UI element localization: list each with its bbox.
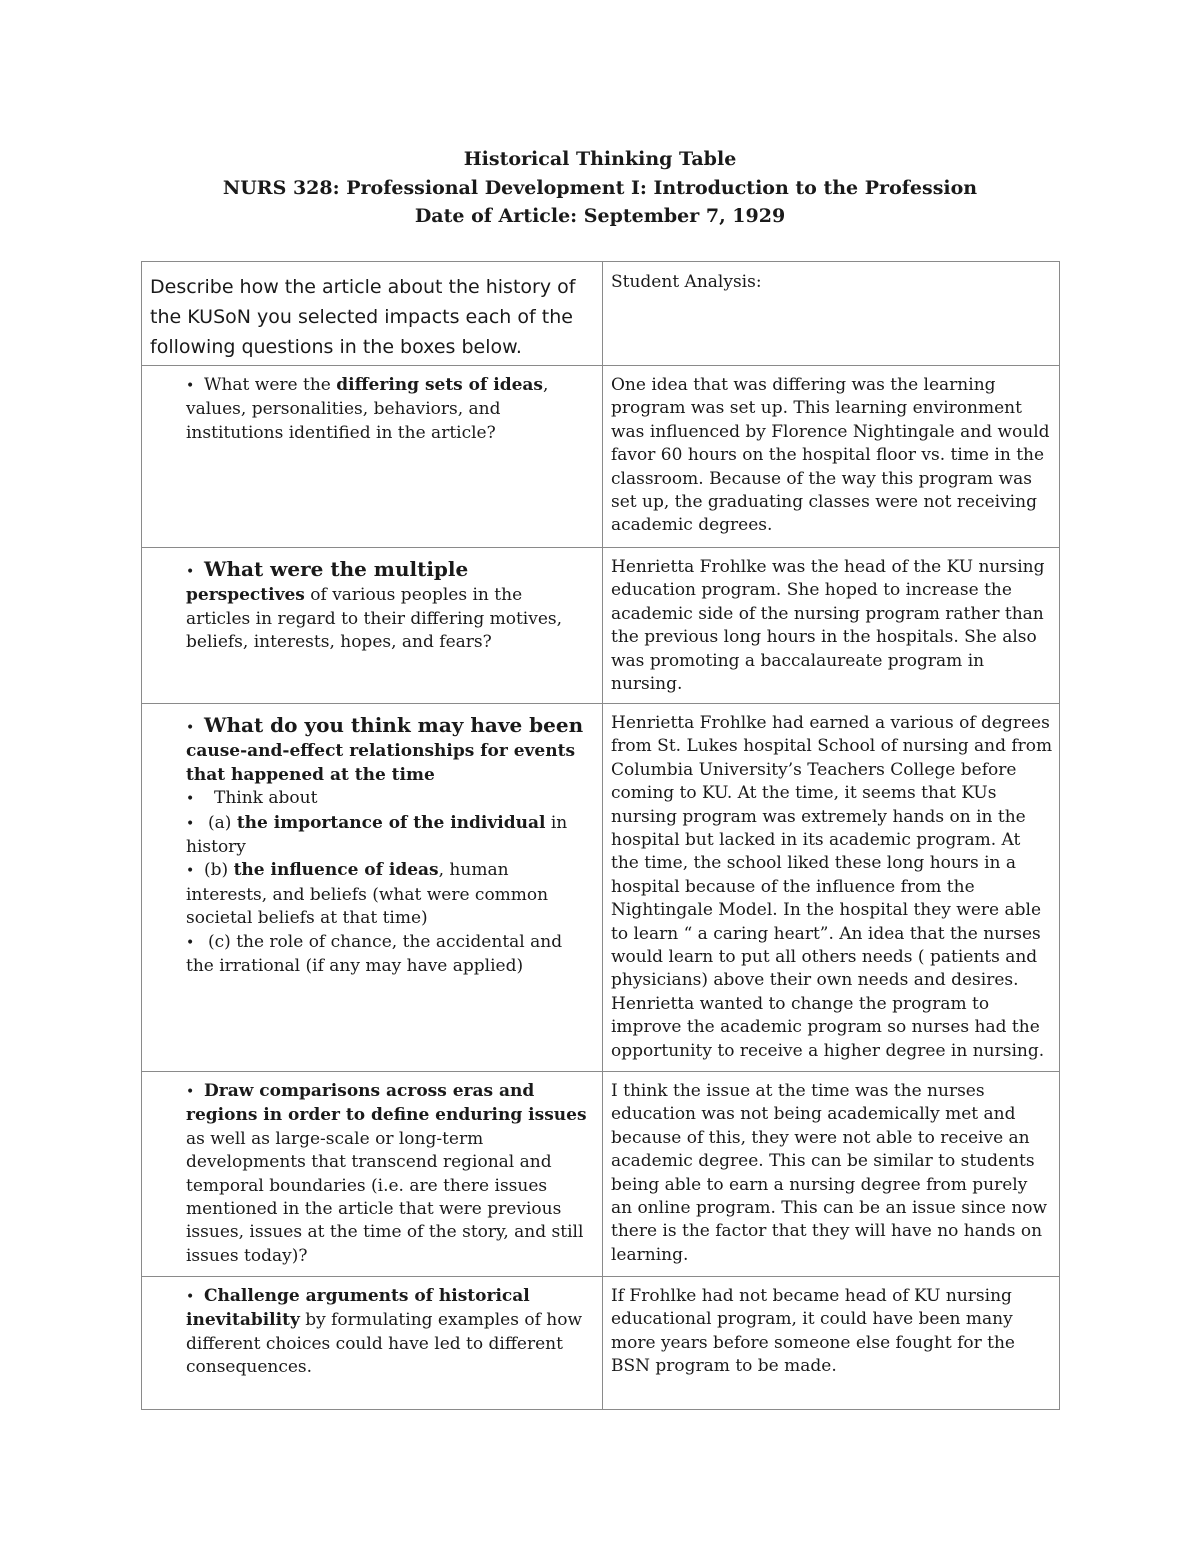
answer-cell xyxy=(603,704,1060,1072)
document-header xyxy=(0,145,1200,231)
bullet-icon: • xyxy=(186,1289,195,1305)
intro-cell xyxy=(142,262,603,366)
answer-text: Henrietta Frohlke had earned a various of degrees from St. Lukes hospital School of nursing and from Columbia University’s Teachers College before coming to KU. At the time, it seems that KUs nursing program was extremely hands on in the hospital but lacked in its academic program. At the time, the school liked these long hours in a hospital because of the influence from the Nightingale Model. In the hospital they were able to learn “ a caring heart”. An idea that the nurses would learn to put all others needs ( patients and physicians) above their own needs and desires. Henrietta wanted to change the program to improve the academic program so nurses had the opportunity to receive a higher degree in nursing. xyxy=(611,713,1053,1061)
answer-text: One idea that was differing was the learning program was set up. This learning environment was influenced by Florence Nightingale and would favor 60 hours on the hospital floor vs. time in the classroom. Because of the way this program was set up, the graduating classes were not receiving academic degrees. xyxy=(611,375,1050,536)
bullet-icon: • xyxy=(186,815,195,832)
intro-text: Describe how the article about the history of the KUSoN you selected impacts each of the following questions in the boxes below. xyxy=(150,276,576,358)
question-cell xyxy=(142,704,603,1072)
sub-item-a: • (a) the importance of the individual in history xyxy=(186,812,568,858)
question-cell xyxy=(142,548,603,704)
table-row xyxy=(142,366,1060,548)
student-analysis-label: Student Analysis: xyxy=(611,272,762,292)
question-emphasis: Challenge arguments of historical inevitability xyxy=(186,1286,530,1331)
answer-text: I think the issue at the time was the nurses education was not being academically met and because of this, they were not able to receive an academic degree. This can be similar to students being able to earn a nursing degree from purely an online program. This can be an issue since now there is the factor that they will have no hands on learning. xyxy=(611,1081,1048,1265)
table-header-row xyxy=(142,262,1060,366)
question-heading: What do you think may have been xyxy=(204,713,584,737)
question-text: • What were the multiple perspectives of various peoples in the articles in regard to their differing motives, beliefs, interests, hopes, and fears? xyxy=(186,557,563,653)
sub-item-b: • (b) the influence of ideas, human interests, and beliefs (what were common societal beliefs at that time) xyxy=(186,860,549,929)
answer-cell xyxy=(603,1072,1060,1277)
question-emphasis: differing sets of ideas xyxy=(336,375,543,395)
bullet-icon: • xyxy=(186,791,195,808)
question-cell xyxy=(142,1277,603,1410)
answer-cell xyxy=(603,1277,1060,1410)
course-title: NURS 328: Professional Development I: Introduction to the Profession xyxy=(222,176,978,199)
sub-item-think: • Think about xyxy=(186,787,588,811)
answer-cell xyxy=(603,366,1060,548)
table-row xyxy=(142,704,1060,1072)
bullet-icon: • xyxy=(186,720,195,736)
bullet-icon: • xyxy=(186,378,195,394)
historical-thinking-table xyxy=(141,261,1060,1410)
table-row xyxy=(142,1277,1060,1410)
question-text: • Challenge arguments of historical inevitability by formulating examples of how different choices could have led to different consequences. xyxy=(186,1286,583,1378)
table-row xyxy=(142,548,1060,704)
question-cell xyxy=(142,366,603,548)
analysis-label-cell xyxy=(603,262,1060,366)
question-emphasis: cause-and-effect relationships for events that happened at the time xyxy=(186,741,576,785)
bullet-icon: • xyxy=(186,564,195,580)
article-date: Date of Article: September 7, 1929 xyxy=(414,205,786,227)
answer-cell xyxy=(603,548,1060,704)
question-text: • Draw comparisons across eras and regions in order to define enduring issues as well as large-scale or long-term developments that transcend regional and temporal boundaries (i.e. are there issues mentioned in the article that were previous issues, issues at the time of the story, and still issues today)? xyxy=(186,1081,587,1266)
question-emphasis: perspectives xyxy=(186,585,305,606)
question-cell xyxy=(142,1072,603,1277)
sub-item-c: • (c) the role of chance, the accidental and the irrational (if any may have applied) xyxy=(186,931,563,977)
bullet-icon: • xyxy=(186,863,195,880)
question-text xyxy=(142,704,602,978)
bullet-icon: • xyxy=(186,934,195,951)
bullet-icon: • xyxy=(186,1084,195,1100)
question-text: • What were the differing sets of ideas, values, personalities, behaviors, and institutions identified in the article? xyxy=(186,375,549,443)
answer-text: If Frohlke had not became head of KU nursing educational program, it could have been many more years before someone else fought for the BSN program to be made. xyxy=(611,1286,1015,1377)
question-emphasis: Draw comparisons across eras and regions in order to define enduring issues xyxy=(186,1081,587,1126)
question-heading: What were the multiple xyxy=(204,557,469,581)
document-title: Historical Thinking Table xyxy=(463,148,737,170)
table-row xyxy=(142,1072,1060,1277)
answer-text: Henrietta Frohlke was the head of the KU nursing education program. She hoped to increase the academic side of the nursing program rather than the previous long hours in the hospitals. She also was promoting a baccalaureate program in nursing. xyxy=(611,557,1045,695)
